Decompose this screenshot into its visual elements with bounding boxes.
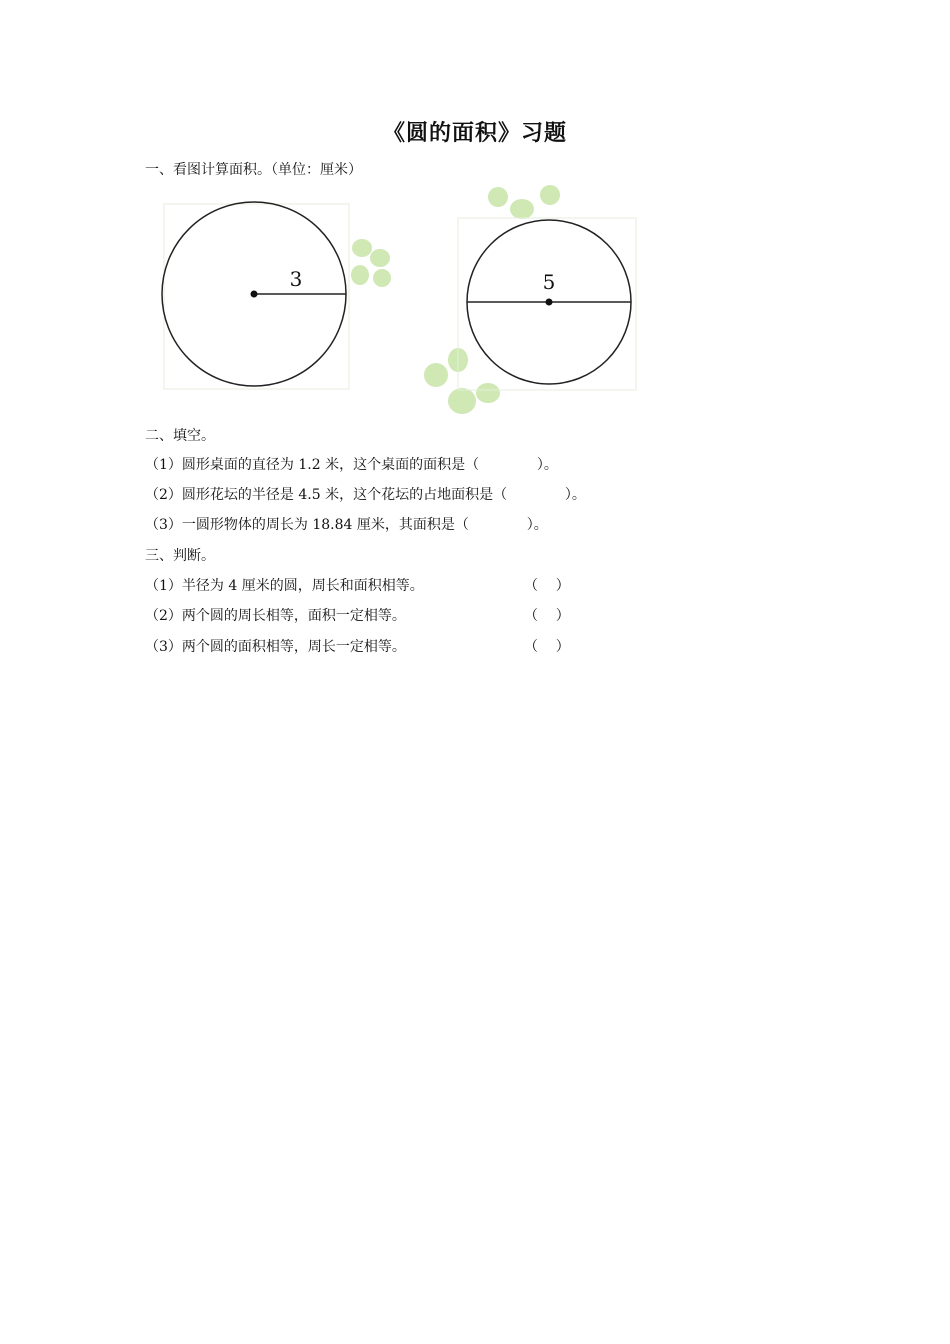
answer-bracket: （ ）	[524, 639, 570, 655]
section1-heading: 一、看图计算面积。（单位：厘米）	[145, 162, 362, 178]
judge-item: （3）两个圆的面积相等，周长一定相等。	[145, 639, 406, 655]
center-point	[546, 299, 553, 306]
radius-label: 3	[289, 267, 303, 291]
figure-circle-radius	[160, 200, 400, 395]
fill-item: （3）一圆形物体的周长为 18.84 厘米，其面积是（ ）。	[145, 517, 548, 533]
section2-heading: 二、填空。	[145, 428, 215, 444]
judge-item: （1）半径为 4 厘米的圆，周长和面积相等。	[145, 578, 424, 594]
clover-decoration-icon	[424, 185, 560, 414]
section3-heading: 三、判断。	[145, 548, 215, 564]
answer-bracket: （ ）	[524, 578, 570, 594]
center-point	[251, 291, 258, 298]
clover-decoration-icon	[351, 239, 391, 287]
fill-item: （1）圆形桌面的直径为 1.2 米，这个桌面的面积是（ ）。	[145, 457, 558, 473]
page-title: 《圆的面积》习题	[382, 121, 567, 146]
fill-item: （2）圆形花坛的半径是 4.5 米，这个花坛的占地面积是（ ）。	[145, 487, 586, 503]
answer-bracket: （ ）	[524, 608, 570, 624]
figure-circle-diameter	[418, 185, 643, 420]
judge-item: （2）两个圆的周长相等，面积一定相等。	[145, 608, 406, 624]
diameter-label: 5	[542, 270, 556, 294]
